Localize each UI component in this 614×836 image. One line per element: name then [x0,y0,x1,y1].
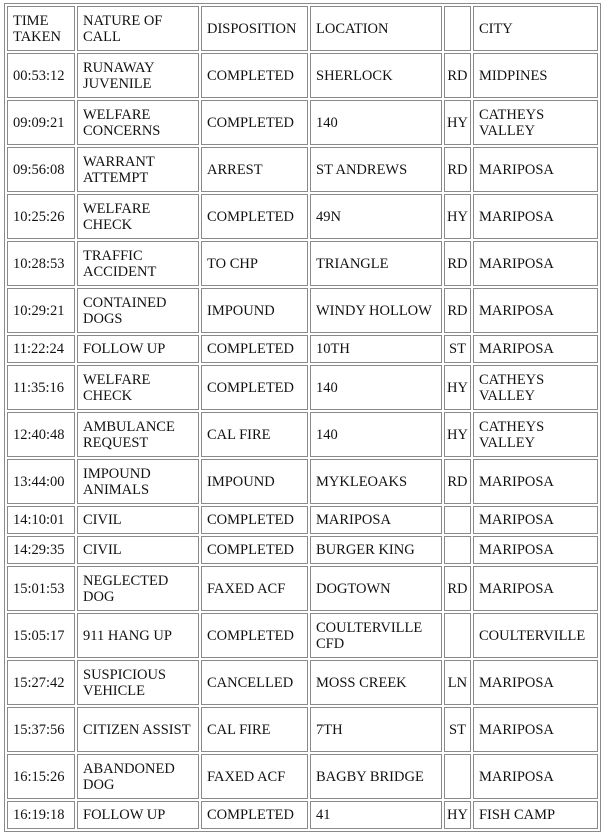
header-row [7,6,598,51]
cell-time-taken: 09:09:21 [7,100,75,145]
cell-location: 140 [310,365,442,410]
cell-nature-of-call: NEGLECTED DOG [77,566,199,611]
cell-city: MARIPOSA [473,335,598,363]
cell-street-suffix: RD [444,147,471,192]
cell-disposition: IMPOUND [201,459,308,504]
cell-city: FISH CAMP [473,801,598,829]
cell-disposition: COMPLETED [201,506,308,534]
cell-street-suffix [444,506,471,534]
cell-location: 140 [310,412,442,457]
cell-location: DOGTOWN [310,566,442,611]
cell-time-taken: 11:35:16 [7,365,75,410]
cell-disposition: ARREST [201,147,308,192]
table-row [7,536,598,564]
cell-nature-of-call: WELFARE CHECK [77,365,199,410]
cell-city: MARIPOSA [473,707,598,752]
cell-city: MARIPOSA [473,194,598,239]
cell-time-taken: 14:10:01 [7,506,75,534]
call-log-body [7,53,598,829]
cell-location: BURGER KING [310,536,442,564]
cell-street-suffix: RD [444,459,471,504]
cell-disposition: COMPLETED [201,365,308,410]
table-row [7,147,598,192]
cell-disposition: CAL FIRE [201,412,308,457]
cell-location: 49N [310,194,442,239]
cell-disposition: IMPOUND [201,288,308,333]
cell-nature-of-call: CIVIL [77,536,199,564]
cell-time-taken: 16:19:18 [7,801,75,829]
table-row [7,241,598,286]
cell-location: COULTERVILLE CFD [310,613,442,658]
cell-time-taken: 09:56:08 [7,147,75,192]
cell-street-suffix: HY [444,412,471,457]
cell-disposition: COMPLETED [201,100,308,145]
cell-time-taken: 00:53:12 [7,53,75,98]
cell-nature-of-call: FOLLOW UP [77,335,199,363]
table-row [7,335,598,363]
cell-street-suffix: HY [444,194,471,239]
cell-time-taken: 14:29:35 [7,536,75,564]
cell-time-taken: 15:37:56 [7,707,75,752]
cell-nature-of-call: 911 HANG UP [77,613,199,658]
table-row [7,613,598,658]
cell-disposition: TO CHP [201,241,308,286]
cell-city: MARIPOSA [473,147,598,192]
table-row [7,412,598,457]
cell-time-taken: 15:01:53 [7,566,75,611]
cell-disposition: CANCELLED [201,660,308,705]
table-row [7,194,598,239]
cell-location: 10TH [310,335,442,363]
cell-city: CATHEYS VALLEY [473,100,598,145]
cell-disposition: COMPLETED [201,613,308,658]
table-row [7,660,598,705]
cell-disposition: CAL FIRE [201,707,308,752]
cell-city: CATHEYS VALLEY [473,412,598,457]
cell-location: TRIANGLE [310,241,442,286]
cell-disposition: FAXED ACF [201,566,308,611]
cell-location: SHERLOCK [310,53,442,98]
cell-location: MOSS CREEK [310,660,442,705]
cell-street-suffix: RD [444,53,471,98]
cell-street-suffix: HY [444,365,471,410]
cell-city: COULTERVILLE [473,613,598,658]
cell-nature-of-call: TRAFFIC ACCIDENT [77,241,199,286]
cell-location: ST ANDREWS [310,147,442,192]
table-row [7,801,598,829]
table-row [7,53,598,98]
cell-street-suffix [444,754,471,799]
cell-nature-of-call: FOLLOW UP [77,801,199,829]
cell-location: BAGBY BRIDGE [310,754,442,799]
table-row [7,100,598,145]
cell-location: MARIPOSA [310,506,442,534]
cell-time-taken: 11:22:24 [7,335,75,363]
cell-nature-of-call: WARRANT ATTEMPT [77,147,199,192]
cell-nature-of-call: SUSPICIOUS VEHICLE [77,660,199,705]
cell-nature-of-call: CITIZEN ASSIST [77,707,199,752]
table-row [7,459,598,504]
cell-time-taken: 15:05:17 [7,613,75,658]
header-city: CITY [473,6,598,51]
cell-street-suffix: RD [444,566,471,611]
cell-city: MARIPOSA [473,506,598,534]
cell-time-taken: 13:44:00 [7,459,75,504]
table-row [7,365,598,410]
cell-time-taken: 15:27:42 [7,660,75,705]
table-row [7,288,598,333]
cell-city: MARIPOSA [473,288,598,333]
cell-street-suffix: RD [444,288,471,333]
cell-location: WINDY HOLLOW [310,288,442,333]
header-time-taken: TIME TAKEN [7,6,75,51]
cell-disposition: COMPLETED [201,194,308,239]
cell-city: MIDPINES [473,53,598,98]
cell-nature-of-call: ABANDONED DOG [77,754,199,799]
cell-city: MARIPOSA [473,566,598,611]
cell-time-taken: 10:28:53 [7,241,75,286]
cell-location: 7TH [310,707,442,752]
call-log-table [4,3,601,832]
cell-location: MYKLEOAKS [310,459,442,504]
header-suffix [444,6,471,51]
cell-city: CATHEYS VALLEY [473,365,598,410]
cell-city: MARIPOSA [473,241,598,286]
cell-time-taken: 10:25:26 [7,194,75,239]
header-nature-of-call: NATURE OF CALL [77,6,199,51]
cell-nature-of-call: RUNAWAY JUVENILE [77,53,199,98]
cell-street-suffix: RD [444,241,471,286]
cell-location: 41 [310,801,442,829]
table-row [7,506,598,534]
cell-time-taken: 10:29:21 [7,288,75,333]
cell-nature-of-call: WELFARE CONCERNS [77,100,199,145]
cell-street-suffix: ST [444,707,471,752]
cell-disposition: FAXED ACF [201,754,308,799]
cell-time-taken: 16:15:26 [7,754,75,799]
cell-street-suffix: HY [444,801,471,829]
cell-street-suffix [444,613,471,658]
cell-location: 140 [310,100,442,145]
cell-disposition: COMPLETED [201,53,308,98]
cell-disposition: COMPLETED [201,801,308,829]
cell-city: MARIPOSA [473,660,598,705]
cell-nature-of-call: AMBULANCE REQUEST [77,412,199,457]
header-location: LOCATION [310,6,442,51]
cell-city: MARIPOSA [473,754,598,799]
table-row [7,754,598,799]
cell-city: MARIPOSA [473,459,598,504]
cell-city: MARIPOSA [473,536,598,564]
cell-street-suffix: HY [444,100,471,145]
table-row [7,707,598,752]
cell-time-taken: 12:40:48 [7,412,75,457]
cell-disposition: COMPLETED [201,335,308,363]
cell-nature-of-call: IMPOUND ANIMALS [77,459,199,504]
header-disposition: DISPOSITION [201,6,308,51]
cell-nature-of-call: CONTAINED DOGS [77,288,199,333]
cell-nature-of-call: CIVIL [77,506,199,534]
table-row [7,566,598,611]
cell-street-suffix: ST [444,335,471,363]
cell-street-suffix: LN [444,660,471,705]
cell-disposition: COMPLETED [201,536,308,564]
cell-nature-of-call: WELFARE CHECK [77,194,199,239]
cell-street-suffix [444,536,471,564]
